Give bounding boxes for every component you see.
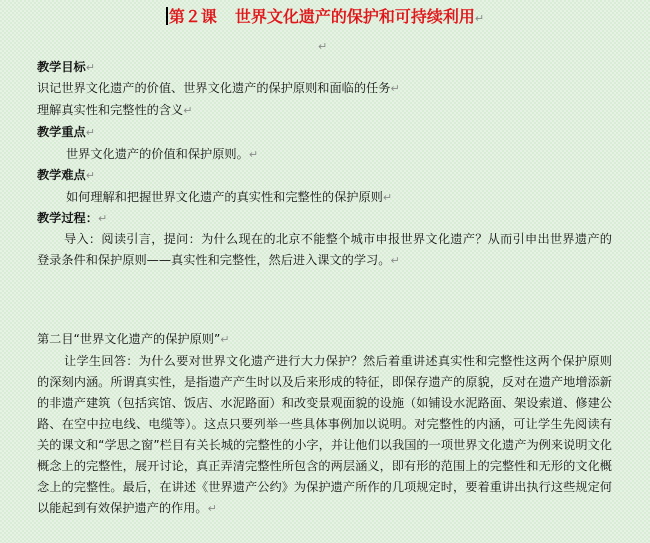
intro-paragraph: 导入：阅读引言，提问：为什么现在的北京不能整个城市申报世界文化遗产？从而引申出世界遗产的登录条件和保护原则——真实性和完整性，然后进入课文的学习。↵ [37,232,612,267]
lesson-topic: 世界文化遗产的保护和可持续利用 [234,7,475,26]
paragraph-mark-icon: ↵ [183,104,193,117]
lesson-title [0,6,650,30]
paragraph-mark-icon: ↵ [248,148,259,161]
paragraph-mark-icon: ↵ [85,126,95,139]
paragraph-mark-icon: ↵ [207,502,217,515]
difficulty-text: 如何理解和把握世界文化遗产的真实性和完整性的保护原则↵ [66,190,393,204]
paragraph-mark-icon: ↵ [85,169,95,182]
second-section-body: 让学生回答：为什么要对世界文化遗产进行大力保护？然后着重讲述真实性和完整性这两个保护原则的深刻内涵。所谓真实性，是指遗产产生时以及后来形成的特征，即保存遗产的原貌，反对在遗产地增添新的非遗产建筑（包括宾馆、饭店、水泥路面）和改变景观面貌的设施（如铺设水泥路面、架设索道、修建公路、在空中拉电线、电缆等）。这点只要列举一些具体事例加以说明。对完整性的内涵，可让学生先阅读有关的课文和“学思之窗”栏目有关长城的完整性的小字，并让他们以我国的一项世界文化遗产为例来说明文化概念上的完整性，展开讨论，真正弄清完整性所包含的两层涵义，即有形的范围上的完整性和无形的文化概念上的完整性。最后，在讲述《世界遗产公约》为保护遗产所作的几项规定时，要着重讲出执行这些规定何以能起到有效保护遗产的作用。↵ [37,354,612,515]
paragraph-mark-icon: ↵ [390,254,400,267]
lesson-number: 第２课 [168,7,217,26]
paragraph-mark-icon: ↵ [382,191,393,204]
paragraph-mark-icon: ↵ [318,40,328,53]
difficulty-heading: 教学难点↵ [37,168,95,182]
goals-heading: 教学目标↵ [37,60,95,74]
second-section-heading: 第二目“世界文化遗产的保护原则”↵ [37,332,230,346]
paragraph-mark-icon: ↵ [390,82,400,95]
process-heading: 教学过程：↵ [37,211,108,225]
goal-item-1: 识记世界文化遗产的价值、世界文化遗产的保护原则和面临的任务↵ [37,81,400,95]
paragraph-mark-icon: ↵ [85,61,95,74]
goal-item-2: 理解真实性和完整性的含义↵ [37,103,193,117]
paragraph-mark-icon: ↵ [474,12,485,25]
text-cursor [166,7,168,25]
paragraph-mark-icon: ↵ [97,212,108,225]
paragraph-mark-icon: ↵ [220,333,230,346]
focus-heading: 教学重点↵ [37,125,95,139]
focus-text: 世界文化遗产的价值和保护原则。↵ [66,147,259,161]
